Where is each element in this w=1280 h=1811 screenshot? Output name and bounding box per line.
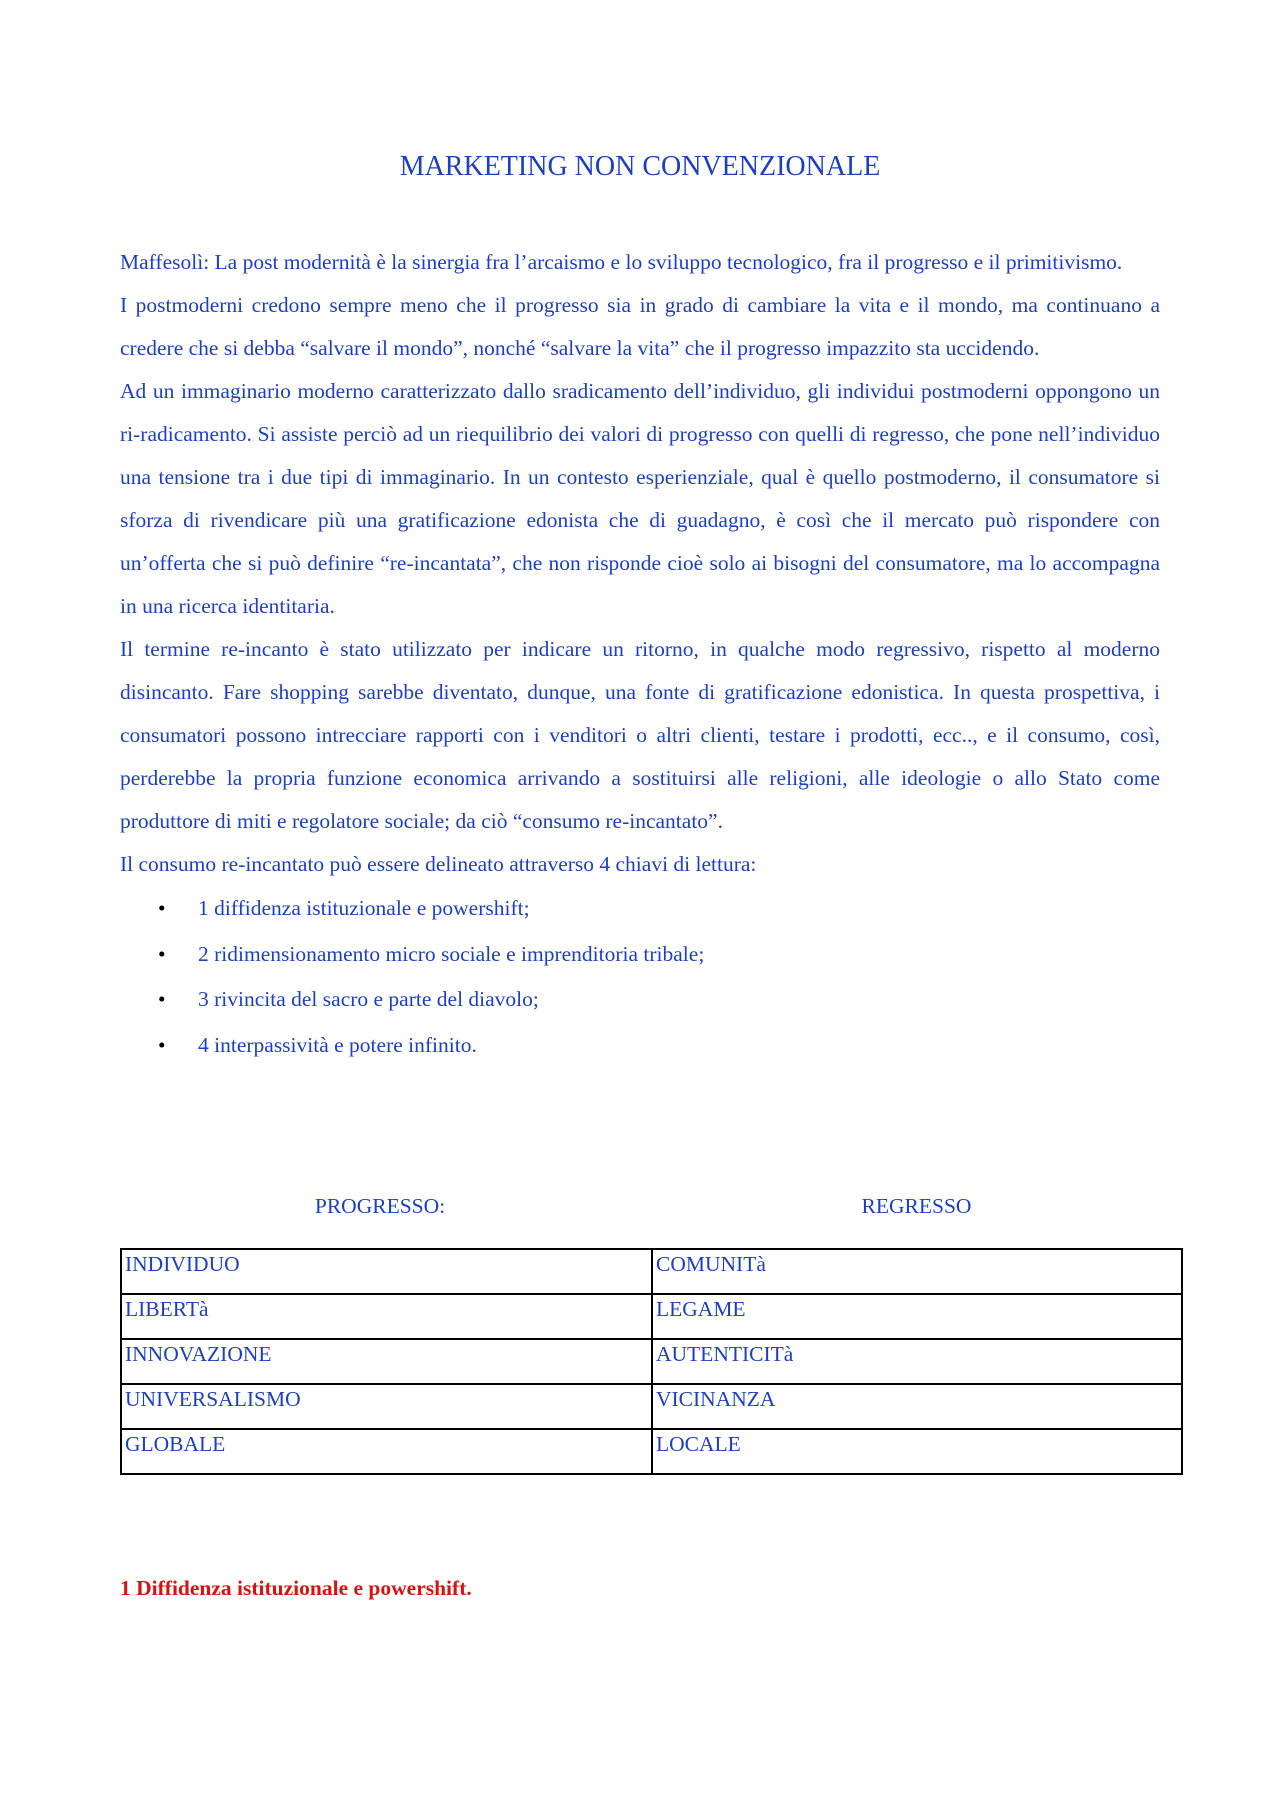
list-item-text: 1 diffidenza istituzionale e powershift; [198, 896, 530, 920]
table-row [121, 1339, 1182, 1384]
list-item-text: 2 ridimensionamento micro sociale e imprenditoria tribale; [198, 941, 705, 966]
table-cell: INDIVIDUO [121, 1249, 652, 1294]
bullet-icon: • [158, 1032, 166, 1057]
list-item-text: 4 interpassività e potere infinito. [198, 1032, 477, 1057]
page-title: MARKETING NON CONVENZIONALE [399, 151, 881, 182]
paragraph: Maffesolì: La post modernità è la sinergia fra l’arcaismo e lo sviluppo tecnologico, fra il progresso e il primitivismo. [120, 250, 1123, 274]
table-cell: AUTENTICITà [652, 1339, 1182, 1384]
table-row [121, 1429, 1182, 1474]
list-item [120, 977, 1160, 1023]
bullet-icon: • [158, 941, 166, 966]
column-header-progresso: PROGRESSO: [314, 1194, 446, 1218]
table-cell: INNOVAZIONE [121, 1339, 652, 1384]
table-cell: GLOBALE [121, 1429, 652, 1474]
list-item-text: 3 rivincita del sacro e parte del diavolo; [198, 987, 539, 1011]
list-item [120, 1023, 1160, 1069]
table-cell: LIBERTà [121, 1294, 652, 1339]
table-headers [120, 1194, 1183, 1228]
table-row [121, 1294, 1182, 1339]
table-cell: COMUNITà [652, 1249, 1182, 1294]
table-cell: UNIVERSALISMO [121, 1384, 652, 1429]
paragraph: Il consumo re-incantato può essere delineato attraverso 4 chiavi di lettura: [120, 852, 757, 876]
bullet-icon: • [158, 987, 166, 1011]
table-row [121, 1249, 1182, 1294]
values-table [120, 1248, 1183, 1475]
list-item [120, 932, 1160, 978]
bullet-icon: • [158, 896, 166, 920]
body-text [120, 241, 1160, 1068]
paragraph: I postmoderni credono sempre meno che il progresso sia in grado di cambiare la vita e il mondo, ma continuano a credere che si debba “salvare il mondo”, nonché “salvare la vita” che il progresso impazzito sta uccidendo. [120, 293, 1160, 360]
section-heading: 1 Diffidenza istituzionale e powershift. [120, 1576, 472, 1600]
table-cell: LEGAME [652, 1294, 1182, 1339]
list-item [120, 886, 1160, 932]
table-cell: VICINANZA [652, 1384, 1182, 1429]
table-cell: LOCALE [652, 1429, 1182, 1474]
column-header-regresso: REGRESSO [861, 1194, 972, 1218]
table-row [121, 1384, 1182, 1429]
paragraph: Il termine re-incanto è stato utilizzato per indicare un ritorno, in qualche modo regressivo, rispetto al moderno disincanto. Fare shopping sarebbe diventato, dunque, una fonte di gratificazione edonistica. In questa prospettiva, i consumatori possono intrecciare rapporti con i venditori o altri clienti, testare i prodotti, ecc.., e il consumo, così, perderebbe la propria funzione economica arrivando a sostituirsi alle religioni, alle ideologie o allo Stato come produttore di miti e regolatore sociale; da ciò “consumo re-incantato”. [120, 637, 1160, 833]
bullet-list [120, 886, 1160, 1068]
paragraph: Ad un immaginario moderno caratterizzato dallo sradicamento dell’individuo, gli individui postmoderni oppongono un ri-radicamento. Si assiste perciò ad un riequilibrio dei valori di progresso con quelli di regresso, che pone nell’individuo una tensione tra i due tipi di immaginario. In un contesto esperienziale, qual è quello postmoderno, il consumatore si sforza di rivendicare più una gratificazione edonista che di guadagno, è così che il mercato può rispondere con un’offerta che si può definire “re-incantata”, che non risponde cioè solo ai bisogni del consumatore, ma lo accompagna in una ricerca identitaria. [120, 379, 1160, 618]
